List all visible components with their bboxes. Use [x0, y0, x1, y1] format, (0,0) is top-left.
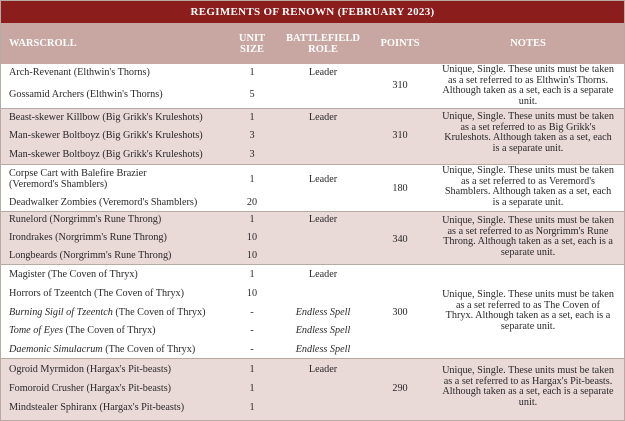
- unit-size-cell: 1: [249, 364, 255, 375]
- points-cell: 180: [392, 183, 408, 194]
- notes-cell: Unique, Single. These units must be taken as a set referred to as Hargax's Pit-beasts. Although taken as a set, each is a separate unit.: [442, 365, 614, 408]
- warscroll-cell: Irondrakes (Norgrimm's Rune Throng): [9, 232, 167, 243]
- unit-size-cell: 10: [246, 232, 258, 243]
- role-cell: Endless Spell: [295, 307, 351, 318]
- warscroll-cell: Mindstealer Sphiranx (Hargax's Pit-beasts): [9, 402, 185, 413]
- unit-size-cell: 5: [249, 89, 255, 100]
- regiment-group: [1, 165, 624, 211]
- warscroll-cell: [9, 325, 156, 337]
- warscroll-cell: Runelord (Norgrimm's Rune Throng): [9, 214, 162, 225]
- role-cell: Leader: [308, 364, 338, 375]
- unit-size-cell: -: [250, 325, 254, 336]
- role-cell: Endless Spell: [295, 344, 351, 355]
- unit-size-cell: 1: [249, 112, 255, 123]
- warscroll-cell: Gossamid Archers (Elthwin's Thorns): [9, 89, 163, 100]
- regiment-group: [1, 265, 624, 358]
- role-cell: Leader: [308, 174, 338, 185]
- unit-size-cell: 1: [249, 402, 255, 413]
- points-cell: 300: [392, 307, 408, 318]
- warscroll-rest: (The Coven of Thryx): [62, 325, 156, 336]
- regiment-group: [1, 109, 624, 164]
- role-cell: Endless Spell: [295, 325, 351, 336]
- unit-size-cell: 1: [249, 269, 255, 280]
- role-cell: Leader: [308, 67, 338, 78]
- unit-size-cell: -: [250, 344, 254, 355]
- unit-size-cell: 1: [249, 67, 255, 78]
- warscroll-cell: [9, 307, 205, 319]
- unit-size-cell: 1: [249, 174, 255, 185]
- unit-size-cell: 3: [249, 149, 255, 160]
- unit-size-cell: 20: [246, 197, 258, 208]
- role-cell: Leader: [308, 214, 338, 225]
- table-title: REGIMENTS OF RENOWN (FEBRUARY 2023): [1, 1, 624, 23]
- warscroll-italic: Daemonic Simulacrum: [9, 344, 103, 355]
- points-cell: 310: [392, 80, 408, 91]
- warscroll-cell: Fomoroid Crusher (Hargax's Pit-beasts): [9, 383, 172, 394]
- header-points: POINTS: [380, 38, 420, 49]
- header-unit-size: UNIT SIZE: [238, 32, 266, 55]
- warscroll-cell: Arch-Revenant (Elthwin's Thorns): [9, 67, 150, 78]
- unit-size-cell: 3: [249, 130, 255, 141]
- unit-size-cell: -: [250, 307, 254, 318]
- warscroll-italic: Burning Sigil of Tzeentch: [9, 307, 113, 318]
- regiment-group: [1, 64, 624, 108]
- notes-cell: Unique, Single. These units must be taken as a set referred to as Norgrimm's Rune Throng. Although taken as a set, each is a separate unit.: [442, 215, 614, 258]
- notes-cell: Unique, Single. These units must be taken as a set referred to as Elthwin's Thorns. Although taken as a set, each is a separate unit.: [442, 64, 614, 107]
- notes-cell: Unique, Single. These units must be taken as a set referred to as Big Grikk's Kruleshots. Although taken as a set, each is a separate unit.: [442, 111, 614, 154]
- regiment-group: [1, 212, 624, 264]
- warscroll-cell: Man-skewer Boltboyz (Big Grikk's Kruleshots): [9, 130, 203, 141]
- warscroll-rest: (The Coven of Thryx): [102, 344, 196, 355]
- warscroll-cell: Man-skewer Boltboyz (Big Grikk's Kruleshots): [9, 149, 203, 160]
- points-cell: 340: [392, 234, 408, 245]
- warscroll-cell: Horrors of Tzeentch (The Coven of Thryx): [9, 288, 185, 299]
- table-header: [1, 23, 624, 64]
- unit-size-cell: 1: [249, 214, 255, 225]
- warscroll-cell-line2: (Veremord's Shamblers): [9, 179, 108, 190]
- role-cell: Leader: [308, 112, 338, 123]
- warscroll-cell: Magister (The Coven of Thryx): [9, 269, 138, 280]
- warscroll-italic: Tome of Eyes: [9, 325, 63, 336]
- notes-cell: Unique, Single. These units must be taken as a set referred to as The Coven of Thryx. Although taken as a set, each is a separate unit.: [442, 289, 614, 332]
- warscroll-rest: (The Coven of Thryx): [112, 307, 206, 318]
- warscroll-cell: Longbeards (Norgrimm's Rune Throng): [9, 250, 172, 261]
- header-battlefield-role: BATTLEFIELD ROLE: [286, 32, 360, 55]
- points-cell: 310: [392, 130, 408, 141]
- warscroll-cell: Beast-skewer Killbow (Big Grikk's Kruleshots): [9, 112, 203, 123]
- warscroll-cell: Ogroid Myrmidon (Hargax's Pit-beasts): [9, 364, 172, 375]
- notes-cell: Unique, Single. These units must be taken as a set referred to as Veremord's Shamblers. Although taken as a set, each is a separate unit.: [442, 165, 614, 208]
- unit-size-cell: 1: [249, 383, 255, 394]
- warscroll-cell: [9, 344, 195, 356]
- warscroll-cell: Corpse Cart with Balefire Brazier: [9, 168, 147, 179]
- regiment-group: [1, 359, 624, 420]
- header-notes: NOTES: [510, 38, 546, 49]
- unit-size-cell: 10: [246, 288, 258, 299]
- unit-size-cell: 10: [246, 250, 258, 261]
- role-cell: Leader: [308, 269, 338, 280]
- warscroll-cell: Deadwalker Zombies (Veremord's Shamblers): [9, 197, 198, 208]
- points-cell: 290: [392, 383, 408, 394]
- header-warscroll: WARSCROLL: [9, 38, 77, 49]
